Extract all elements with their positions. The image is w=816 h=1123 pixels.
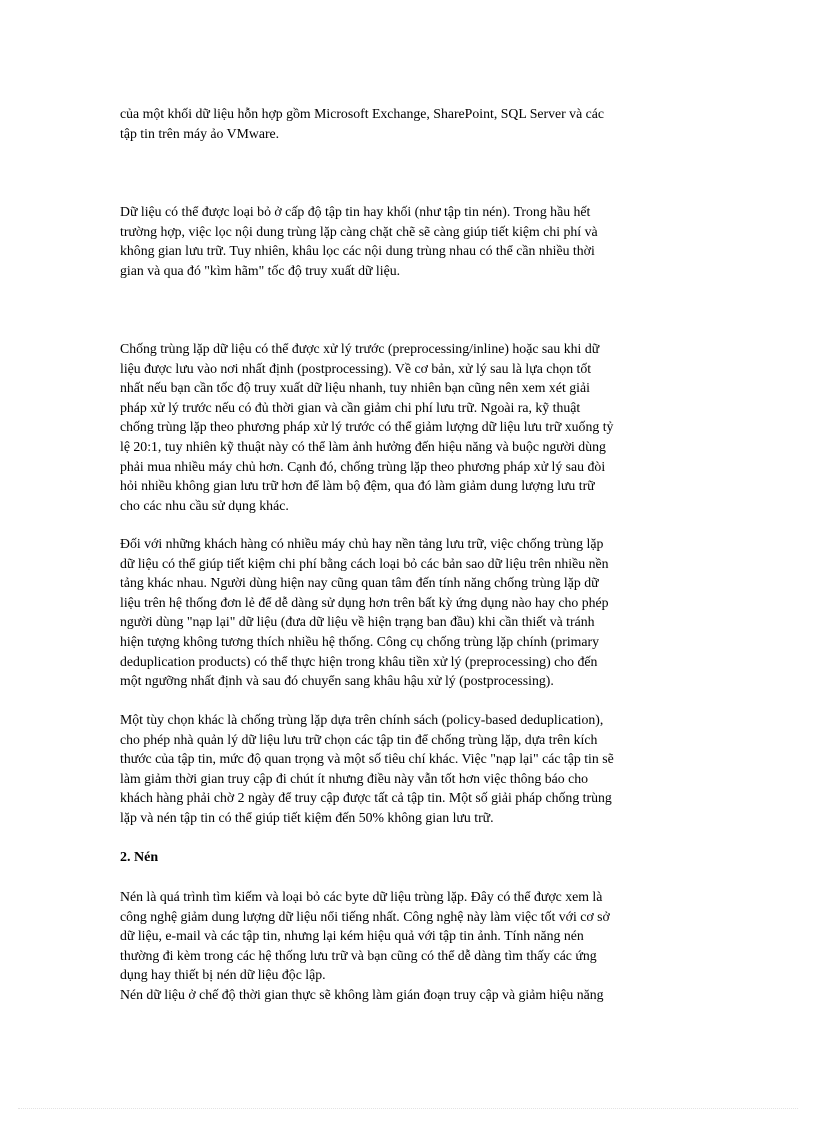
text-line: khách hàng phải chờ 2 ngày để truy cập được tất cả tập tin. Một số giải pháp chống trùng [120,790,612,806]
text-line: làm giảm thời gian truy cập đi chút ít nhưng điều này vẫn tốt hơn việc thông báo cho [120,770,589,786]
text-line: tảng khác nhau. Người dùng hiện nay cũng quan tâm đến tính năng chống trùng lặp dữ [120,575,599,591]
text-line: deduplication products) có thể thực hiện trong khâu tiền xử lý (preprocessing) cho đến [120,653,598,669]
paragraph-policy-based [120,710,700,828]
text-line: trường hợp, việc lọc nội dung trùng lặp càng chặt chẽ sẽ càng giúp tiết kiệm chi phí và [120,223,598,239]
text-line: dữ liệu có thể giúp tiết kiệm chi phí bằng cách loại bỏ các bản sao dữ liệu trên nhiều nền [120,555,609,571]
text-line: phải mua nhiều máy chủ hơn. Cạnh đó, chống trùng lặp theo phương pháp xử lý sau đòi [120,458,606,474]
text-line: công nghệ giảm dung lượng dữ liệu nổi tiếng nhất. Công nghệ này làm việc tốt với cơ sở [120,908,610,924]
text-line: thước của tập tin, mức độ quan trọng và một số tiêu chí khác. Việc "nạp lại" các tập tin sẽ [120,751,614,767]
paragraph-mixed-data [120,104,700,143]
paragraph-multi-platform [120,534,700,691]
text-line: Đối với những khách hàng có nhiều máy chủ hay nền tảng lưu trữ, việc chống trùng lặp [120,536,604,551]
text-line: Nén là quá trình tìm kiếm và loại bỏ các byte dữ liệu trùng lặp. Đây có thể được xem là [120,889,603,904]
text-line: gian và qua đó "kìm hãm" tốc độ truy xuất dữ liệu. [120,262,401,278]
text-line: của một khối dữ liệu hỗn hợp gồm Microsoft Exchange, SharePoint, SQL Server và các [120,106,605,121]
text-line: liệu được lưu vào nơi nhất định (postprocessing). Về cơ bản, xử lý sau là lựa chọn tốt [120,360,592,376]
text-line: thường đi kèm trong các hệ thống lưu trữ và bạn cũng có thể dễ dàng tìm thấy các ứng [120,947,597,963]
text-line: tập tin trên máy ảo VMware. [120,125,280,141]
text-line: chống trùng lặp theo phương pháp xử lý trước có thể giảm lượng dữ liệu lưu trữ xuống tỷ [120,419,614,435]
page-bottom-divider [18,1108,798,1109]
paragraph-preprocessing-postprocessing [120,339,700,515]
text-line: cho phép nhà quản lý dữ liệu lưu trữ chọn các tập tin để chống trùng lặp, dựa trên kích [120,731,598,747]
text-line: hiện tượng không tương thích nhiều hệ thống. Công cụ chống trùng lặp chính (primary [120,633,600,649]
text-line: cho các nhu cầu sử dụng khác. [120,497,289,513]
text-line: Nén dữ liệu ở chế độ thời gian thực sẽ không làm gián đoạn truy cập và giảm hiệu năng [120,986,604,1002]
text-line: dụng hay thiết bị nén dữ liệu độc lập. [120,967,326,983]
text-line: Chống trùng lặp dữ liệu có thể được xử lý trước (preprocessing/inline) hoặc sau khi dữ [120,341,600,356]
text-line: lặp và nén tập tin có thể giúp tiết kiệm đến 50% không gian lưu trữ. [120,809,494,825]
text-line: một ngưỡng nhất định và sau đó chuyển sang khâu hậu xử lý (postprocessing). [120,673,554,689]
text-line: dữ liệu, e-mail và các tập tin, nhưng lại kém hiệu quả với tập tin ảnh. Tính năng nén [120,928,584,944]
text-line: người dùng "nạp lại" dữ liệu (đưa dữ liệu về hiện trạng ban đầu) khi cần thiết và tránh [120,614,595,630]
text-line: Dữ liệu có thể được loại bỏ ở cấp độ tập tin hay khối (như tập tin nén). Trong hầu hết [120,204,591,219]
text-line: nhất nếu bạn cần tốc độ truy xuất dữ liệu nhanh, tuy nhiên bạn cũng nên xem xét giải [120,380,590,396]
text-line: không gian lưu trữ. Tuy nhiên, khâu lọc các nội dung trùng nhau có thể cần nhiều thời [120,243,595,259]
paragraph-file-block-level [120,202,700,280]
paragraph-compression [120,887,700,1005]
section-heading-compression: 2. Nén [120,850,159,865]
text-line: hỏi nhiều không gian lưu trữ hơn để làm bộ đệm, qua đó làm giảm dung lượng lưu trữ [120,478,595,494]
text-line: Một tùy chọn khác là chống trùng lặp dựa trên chính sách (policy-based deduplication), [120,712,604,727]
text-line: lệ 20:1, tuy nhiên kỹ thuật này có thể làm ảnh hưởng đến hiệu năng và buộc người dùng [120,438,606,454]
text-line: pháp xử lý trước nếu có đủ thời gian và cần giảm chi phí lưu trữ. Ngoài ra, kỹ thuật [120,399,581,415]
text-line: liệu trên hệ thống đơn lẻ để dễ dàng sử dụng hơn trên bất kỳ ứng dụng nào hay cho phép [120,594,609,610]
